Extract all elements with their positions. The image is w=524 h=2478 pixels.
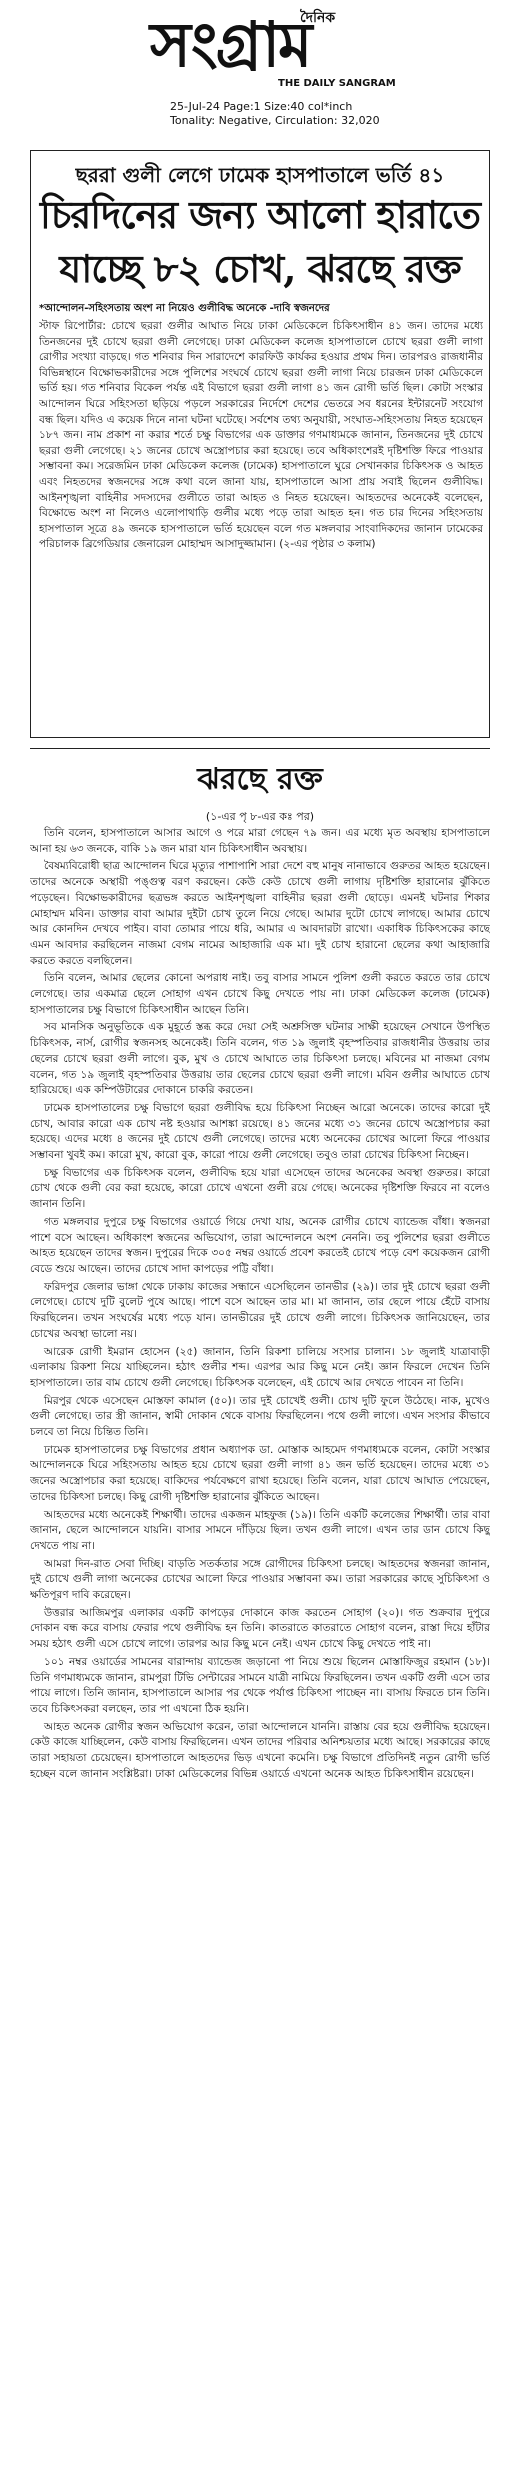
paragraph: সব মানসিক অনুভূতিকে এক মুহূর্তে স্তব্ধ করে দেয়া সেই অশ্রুসিক্ত ঘটনার সাক্ষী হয়েছেন সেখানে উপস্থিত চিকিৎসক, নার্স, রোগীর স্বজনসহ অনেকেই। তিনি বলেন, গত ১৯ জুলাই বৃহস্পতিবার রাজধানীর উত্তরায় তার ছেলের চোখে ছররা গুলী লাগে। বুক, মুখ ও চোখে আঘাতে তার চিকিৎসা চলছে। মবিনের মা নাজমা বেগম বলেন, গত ১৯ জুলাই বৃহস্পতিবার উত্তরায় তার ছেলের চোখে ছররা গুলী লাগে। মবিন গুলীর আঘাতে চোখ হারিয়েছে। এক কম্পিউটারের দোকানে চাকরি করতেন। (30, 1021, 490, 1097)
meta-line-2: Tonality: Negative, Circulation: 32,020 (170, 114, 380, 127)
section-divider (30, 748, 490, 749)
headline-main-line-1: চিরদিনের জন্য আলো হারাতে (40, 192, 480, 237)
paragraph: ঢামেক হাসপাতালের চক্ষু বিভাগে ছররা গুলীবিদ্ধ হয়ে চিকিৎসা নিচ্ছেন আরো অনেকে। তাদের কারো দুই চোখ, আবার কারো এক চোখ নষ্ট হওয়ার আশঙ্কা রয়েছে। ৪১ জনের মধ্যে ৩১ জনের চোখে অস্ত্রোপচার করা হয়েছে। এদের মধ্যে ৪ জনের দুই চোখে গুলী লেগেছে। তাদের মধ্যে অনেকের চোখের আলো ফিরে পাওয়ার সম্ভাবনা খুবই কম। কারো মুখ, কারো বুক, কারো পায়ে গুলী লেগেছে। তবুও তারা চোখের চিকিৎসা নিচ্ছেন। (30, 1101, 490, 1162)
masthead-small-label: দৈনিক (300, 10, 336, 26)
continuation-body (30, 826, 490, 2466)
paragraph: আমরা দিন-রাত সেবা দিচ্ছি। বাড়তি সতর্কতার সঙ্গে রোগীদের চিকিৎসা চলছে। আহতদের স্বজনরা জানান, দুই চোখে গুলী লাগা অনেকের চোখের আলো ফিরে পাওয়ার সম্ভাবনা কম। তারা সরকারের কাছে সুচিকিৎসা ও ক্ষতিপূরণ দাবি করেছেন। (30, 1557, 490, 1602)
newspaper-english-name: THE DAILY SANGRAM (278, 78, 396, 89)
article-body: স্টাফ রিপোর্টার: চোখে ছররা গুলীর আঘাত নিয়ে ঢাকা মেডিকেলে চিকিৎসাধীন ৪১ জন। তাদের মধ্যে তিনজনের দুই চোখে ছররা গুলী লেগেছে। ঢাকা মেডিকেল কলেজ হাসপাতালে চোখে ছররা গুলী লাগা রোগীর সংখ্যা বাড়ছে। গত শনিবার দিন সারাদেশে কারফিউ কার্যকর হওয়ার প্রথম দিন। তারপরও রাজধানীর বিভিন্নস্থানে বিক্ষোভকারীদের সঙ্গে পুলিশের সংঘর্ষে চোখে ছররা গুলী লাগা নিয়ে চারজন ঢাকা মেডিকেলে ভর্তি হয়। গত শনিবার বিকেল পর্যন্ত এই বিভাগে ছররা গুলী লাগা ৪১ জন রোগী ভর্তি ছিল। কোটা সংস্কার আন্দোলন ঘিরে সহিংসতা ছড়িয়ে পড়লে সরকারের নির্দেশে দেশের ভেতরে সব ধরনের ইন্টারনেট সংযোগ বন্ধ ছিল। যদিও এ কয়েক দিনে নানা ঘটনা ঘটেছে। সর্বশেষ তথ্য অনুযায়ী, সংঘাত-সহিংসতায় নিহত হয়েছেন ১৮৭ জন। নাম প্রকাশ না করার শর্তে চক্ষু বিভাগের এক ডাক্তার গণমাধ্যমকে জানান, তিনজনের দুই চোখে ছররা গুলী লেগেছে। ২১ জনের চোখে অস্ত্রোপচার করা হয়েছে। তবে অধিকাংশেরই দৃষ্টিশক্তি ফিরে পাওয়ার সম্ভাবনা কম। সরেজমিন ঢাকা মেডিকেল কলেজ (ঢামেক) হাসপাতালে ঘুরে সেখানকার চিকিৎসক ও আহত এবং নিহতদের স্বজনদের সঙ্গে কথা বলে জানা যায়, হাসপাতালে আসা প্রায় সবাই ছিলেন গুলীবিদ্ধ। আইনশৃঙ্খলা বাহিনীর সদস্যদের গুলীতে তারা আহত ও নিহত হয়েছেন। আহতদের অনেকেই বলেছেন, বিক্ষোভে অংশ না নিলেও এলোপাথাড়ি গুলীর মধ্যে পড়ে তারা আহত হন। গত চার দিনের সহিংসতায় হাসপাতাল সূত্রে ৪৯ জনকে হাসপাতালে ভর্তি হয়েছেন বলে গত মঙ্গলবার সাংবাদিকদের জানান ঢামেকের পরিচালক ব্রিগেডিয়ার জেনারেল মোহাম্মদ আসাদুজ্জামান। (২-এর পৃষ্ঠার ৩ কলাম) (39, 320, 483, 551)
paragraph: উত্তরার আজিমপুর এলাকার একটি কাপড়ের দোকানে কাজ করতেন সোহাগ (২০)। গত শুক্রবার দুপুরে দোকান বন্ধ করে বাসায় ফেরার পথে গুলীবিদ্ধ হন তিনি। কাতরাতে কাতরাতে সোহাগ বলেন, রাস্তা দিয়ে হাঁটার সময় হঠাৎ গুলী এসে চোখে লাগে। তারপর আর কিছু মনে নেই। এখন চোখে কিছু দেখতে পাই না। (30, 1606, 490, 1651)
front-page-article (30, 150, 490, 738)
newspaper-logo: সংগ্রাম (150, 8, 311, 81)
paragraph: আহত অনেক রোগীর স্বজন অভিযোগ করেন, তারা আন্দোলনে যাননি। রাস্তায় বের হয়ে গুলীবিদ্ধ হয়েছেন। কেউ কাজে যাচ্ছিলেন, কেউ বাসায় ফিরছিলেন। এখন তাদের পরিবার অনিশ্চয়তার মধ্যে আছে। সরকারের কাছে তারা সহায়তা চেয়েছেন। হাসপাতালে আহতদের ভিড় এখনো কমেনি। চক্ষু বিভাগে প্রতিদিনই নতুন রোগী ভর্তি হচ্ছেন বলে জানান সংশ্লিষ্টরা। ঢাকা মেডিকেলের বিভিন্ন ওয়ার্ডে এখনো অনেক আহত চিকিৎসাধীন রয়েছেন। (30, 1720, 490, 1780)
paragraph: ফরিদপুর জেলার ভাঙ্গা থেকে ঢাকায় কাজের সন্ধানে এসেছিলেন তানভীর (২৯)। তার দুই চোখে ছররা গুলী লেগেছে। চোখে দুটি বুলেট পুষে আছে। পাশে বসে আছেন তার মা। মা জানান, তার ছেলে পায়ে হেঁটে বাসায় ফিরছিলেন। তখন সংঘর্ষের মধ্যে পড়ে যান। তানভীরের দুই চোখে গুলী লাগে। চিকিৎসক জানিয়েছেন, তার চোখের অবস্থা ভালো নয়। (30, 1280, 490, 1340)
paragraph: তিনি বলেন, হাসপাতালে আসার আগে ও পরে মারা গেছেন ৭৯ জন। এর মধ্যে মৃত অবস্থায় হাসপাতালে আনা হয় ৬৩ জনকে, বাকি ১৯ জন মারা যান চিকিৎসাধীন অবস্থায়। (30, 827, 490, 855)
paragraph: ১০১ নম্বর ওয়ার্ডের সামনের বারান্দায় ব্যান্ডেজ জড়ানো পা নিয়ে শুয়ে ছিলেন মোস্তাফিজুর রহমান (১৮)। তিনি গণমাধ্যমকে জানান, রামপুরা টিভি সেন্টারের সামনে যাত্রী নামিয়ে ফিরছিলেন। তখন একটি গুলী এসে তার পায়ে লাগে। তিনি জানান, হাসপাতালে আসার পর থেকে পর্যাপ্ত চিকিৎসা পাচ্ছেন না। বাসায় ফিরতে চান তিনি। তবে চিকিৎসকরা বলছেন, তার পা এখনো ঠিক হয়নি। (30, 1655, 490, 1715)
continuation-reference: (১-এর পৃ ৮-এর কঃ পর) (205, 810, 315, 823)
continuation-title: ঝরছে রক্ত (197, 762, 323, 797)
paragraph: তিনি বলেন, আমার ছেলের কোনো অপরাধ নাই। তবু বাসার সামনে পুলিশ গুলী করতে করতে তার চোখে লেগেছে। তার একমাত্র ছেলে সোহাগ এখন চোখে কিছু দেখতে পায় না। ঢাকা মেডিকেল কলেজ (ঢামেক) হাসপাতালের চক্ষু বিভাগে চিকিৎসাধীন আছেন তিনি। (30, 972, 490, 1016)
paragraph: গত মঙ্গলবার দুপুরে চক্ষু বিভাগের ওয়ার্ডে গিয়ে দেখা যায়, অনেক রোগীর চোখে ব্যান্ডেজ বাঁধা। স্বজনরা পাশে বসে আছেন। অধিকাংশ স্বজনের অভিযোগ, তারা আন্দোলনে অংশ নেননি। তবু পুলিশের ছররা গুলীতে আহত হয়েছেন তাদের স্বজন। দুপুরের দিকে ৩০৫ নম্বর ওয়ার্ডে প্রবেশ করতেই চোখে পড়ে বেশ কয়েকজন রোগী বেডে শুয়ে আছেন। তাদের চোখে সাদা কাপড়ের পট্টি বাঁধা। (30, 1215, 490, 1275)
headline-main-line-2: যাচ্ছে ৮২ চোখ, ঝরছে রক্ত (59, 246, 461, 291)
paragraph: আহতদের মধ্যে অনেকেই শিক্ষার্থী। তাদের একজন মাহফুজ (১৯)। তিনি একটি কলেজের শিক্ষার্থী। তার বাবা জানান, ছেলে আন্দোলনে যায়নি। বাসার সামনে দাঁড়িয়ে ছিল। তখন গুলী লাগে। এখন তার ডান চোখে কিছু দেখতে পায় না। (30, 1508, 490, 1552)
headline-kicker: ছররা গুলী লেগে ঢামেক হাসপাতালে ভর্তি ৪১ (75, 163, 445, 187)
paragraph: আরেক রোগী ইমরান হোসেন (২৫) জানান, তিনি রিকশা চালিয়ে সংসার চালান। ১৮ জুলাই যাত্রাবাড়ী এলাকায় রিকশা নিয়ে যাচ্ছিলেন। হঠাৎ গুলীর শব্দ। এরপর আর কিছু মনে নেই। জ্ঞান ফিরলে দেখেন তিনি হাসপাতালে। তার বাম চোখে গুলী লেগেছে। চিকিৎসক বলেছেন, এই চোখে আর দেখতে পাবেন না তিনি। (30, 1345, 490, 1389)
paragraph: চক্ষু বিভাগের এক চিকিৎসক বলেন, গুলীবিদ্ধ হয়ে যারা এসেছেন তাদের অনেকের অবস্থা গুরুতর। কারো চোখ থেকে গুলী বের করা হয়েছে, কারো চোখে এখনো গুলী রয়ে গেছে। অনেকের দৃষ্টিশক্তি ফিরবে না বলেও জানান তিনি। (30, 1166, 490, 1211)
masthead (0, 0, 524, 160)
paragraph: বৈষম্যবিরোধী ছাত্র আন্দোলন ঘিরে মৃত্যুর পাশাপাশি সারা দেশে বহু মানুষ নানাভাবে গুরুতর আহত হয়েছেন। তাদের অনেকে অস্থায়ী পঙ্গুত্ব বরণ করছেন। কেউ কেউ চোখে গুলী লাগায় দৃষ্টিশক্তি হারানোর ঝুঁকিতে পড়েছেন। বিক্ষোভকারীদের ছত্রভঙ্গ করতে আইনশৃঙ্খলা বাহিনীর ছররা গুলী ছোড়ে। এমনই ঘটনার শিকার মোহাম্মদ মবিন। ডাক্তার বাবা আমার দুইটা চোখ তুলে নিয়ে গেছে। আমার দুটো চোখে লাগছে। আমার চোখে আর কোনদিন দেখবে পাইব। বাবা তোমার পায়ে ধরি, আমার এ আবদারটা রাখো। একাধিক চিকিৎসকের কাছে এমন আবদার করছিলেন নাজমা বেগম নামের আহাজারি এক মা। দুই চোখ হারানো ছেলের কথা আহাজারি করতে করতে বলছিলেন। (30, 860, 490, 967)
article-subhead: *আন্দোলন-সহিংসতায় অংশ না নিয়েও গুলীবিদ্ধ অনেকে -দাবি স্বজনদের (39, 303, 330, 314)
paragraph: মিরপুর থেকে এসেছেন মোস্তফা কামাল (৫০)। তার দুই চোখেই গুলী। চোখ দুটি ফুলে উঠেছে। নাক, মুখেও গুলী লেগেছে। তার স্ত্রী জানান, স্বামী দোকান থেকে বাসায় ফিরছিলেন। পথে গুলী লাগে। এখন সংসার কীভাবে চলবে তা নিয়ে চিন্তিত তিনি। (30, 1394, 490, 1439)
meta-line-1: 25-Jul-24 Page:1 Size:40 col*inch (170, 100, 353, 113)
paragraph: ঢামেক হাসপাতালের চক্ষু বিভাগের প্রধান অধ্যাপক ডা. মোস্তাক আহমেদ গণমাধ্যমকে বলেন, কোটা সংস্কার আন্দোলনকে ঘিরে সহিংসতায় আহত হয়ে চোখে ছররা গুলী লাগা ৪১ জন ভর্তি হয়েছেন। তাদের মধ্যে ৩১ জনের অস্ত্রোপচার করা হয়েছে। বাকিদের পর্যবেক্ষণে রাখা হয়েছে। তিনি বলেন, যারা চোখে আঘাত পেয়েছেন, তাদের চিকিৎসা চলছে। কিছু রোগী দৃষ্টিশক্তি হারানোর ঝুঁকিতে আছেন। (30, 1443, 490, 1503)
